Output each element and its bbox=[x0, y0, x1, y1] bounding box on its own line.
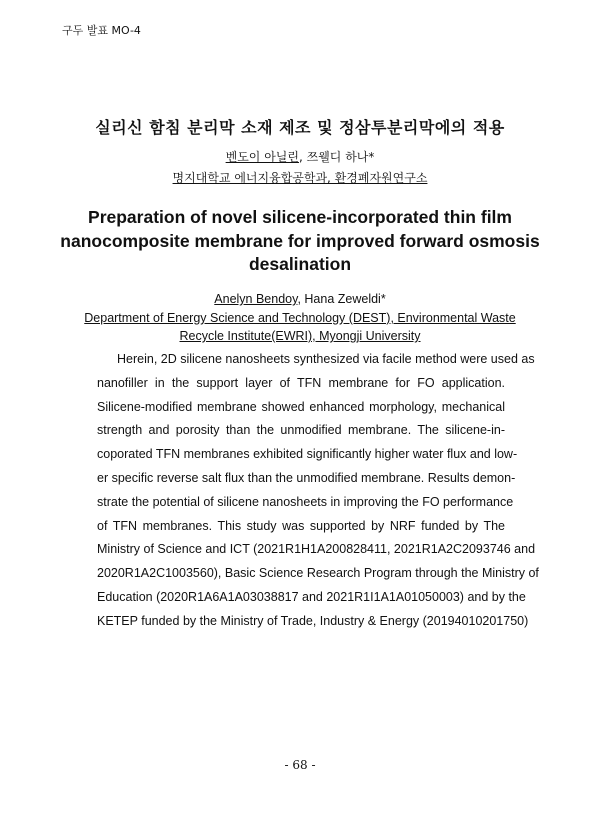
abstract bbox=[97, 348, 539, 634]
korean-title: 실리신 함침 분리막 소재 제조 및 정삼투분리막에의 적용 bbox=[95, 118, 505, 137]
english-author-presenter: Anelyn Bendoy bbox=[214, 292, 298, 306]
english-title bbox=[60, 206, 540, 277]
korean-authors bbox=[0, 148, 600, 165]
page-number: - 68 - bbox=[284, 758, 316, 772]
english-affiliation-line: Department of Energy Science and Technology (DEST), Environmental Waste bbox=[84, 311, 516, 325]
english-authors bbox=[0, 292, 600, 306]
korean-author-presenter: 벤도이 아닐린 bbox=[225, 150, 299, 164]
english-title-line: Preparation of novel silicene-incorporated thin film bbox=[88, 207, 512, 227]
abstract-line: strength and porosity than the unmodified membrane. The silicene-in- bbox=[97, 423, 505, 438]
session-label: 구두 발표 MO-4 bbox=[62, 24, 141, 37]
abstract-line: Education (2020R1A6A1A03038817 and 2021R1I1A1A01050003) and by the bbox=[97, 589, 526, 604]
english-author-others: , Hana Zeweldi* bbox=[297, 292, 386, 306]
abstract-line: nanofiller in the support layer of TFN membrane for FO application. bbox=[97, 375, 505, 390]
korean-affiliation-text: 명지대학교 에너지융합공학과, 환경폐자원연구소 bbox=[172, 171, 428, 185]
abstract-line: 2020R1A2C1003560), Basic Science Research Program through the Ministry of bbox=[97, 566, 539, 581]
abstract-line: Ministry of Science and ICT (2021R1H1A200828411, 2021R1A2C2093746 and bbox=[97, 542, 536, 557]
english-title-line: desalination bbox=[248, 254, 352, 274]
korean-affiliation bbox=[0, 169, 600, 186]
english-affiliation-line: Recycle Institute(EWRI), Myongji University bbox=[179, 329, 421, 343]
abstract-line: KETEP funded by the Ministry of Trade, Industry & Energy (20194010201750) bbox=[97, 613, 529, 628]
korean-author-others: , 쯔웰디 하나* bbox=[298, 150, 375, 164]
abstract-line: Herein, 2D silicene nanosheets synthesized via facile method were used as bbox=[117, 352, 535, 366]
abstract-line: Silicene-modified membrane showed enhanced morphology, mechanical bbox=[97, 399, 505, 414]
abstract-line: coporated TFN membranes exhibited significantly higher water flux and low- bbox=[97, 447, 518, 462]
abstract-line: strate the potential of silicene nanosheets in improving the FO performance bbox=[97, 494, 514, 509]
abstract-line: er specific reverse salt flux than the unmodified membrane. Results demon- bbox=[97, 470, 516, 485]
abstract-line: of TFN membranes. This study was supported by NRF funded by The bbox=[97, 518, 505, 533]
english-title-line: nanocomposite membrane for improved forward osmosis bbox=[60, 230, 540, 251]
